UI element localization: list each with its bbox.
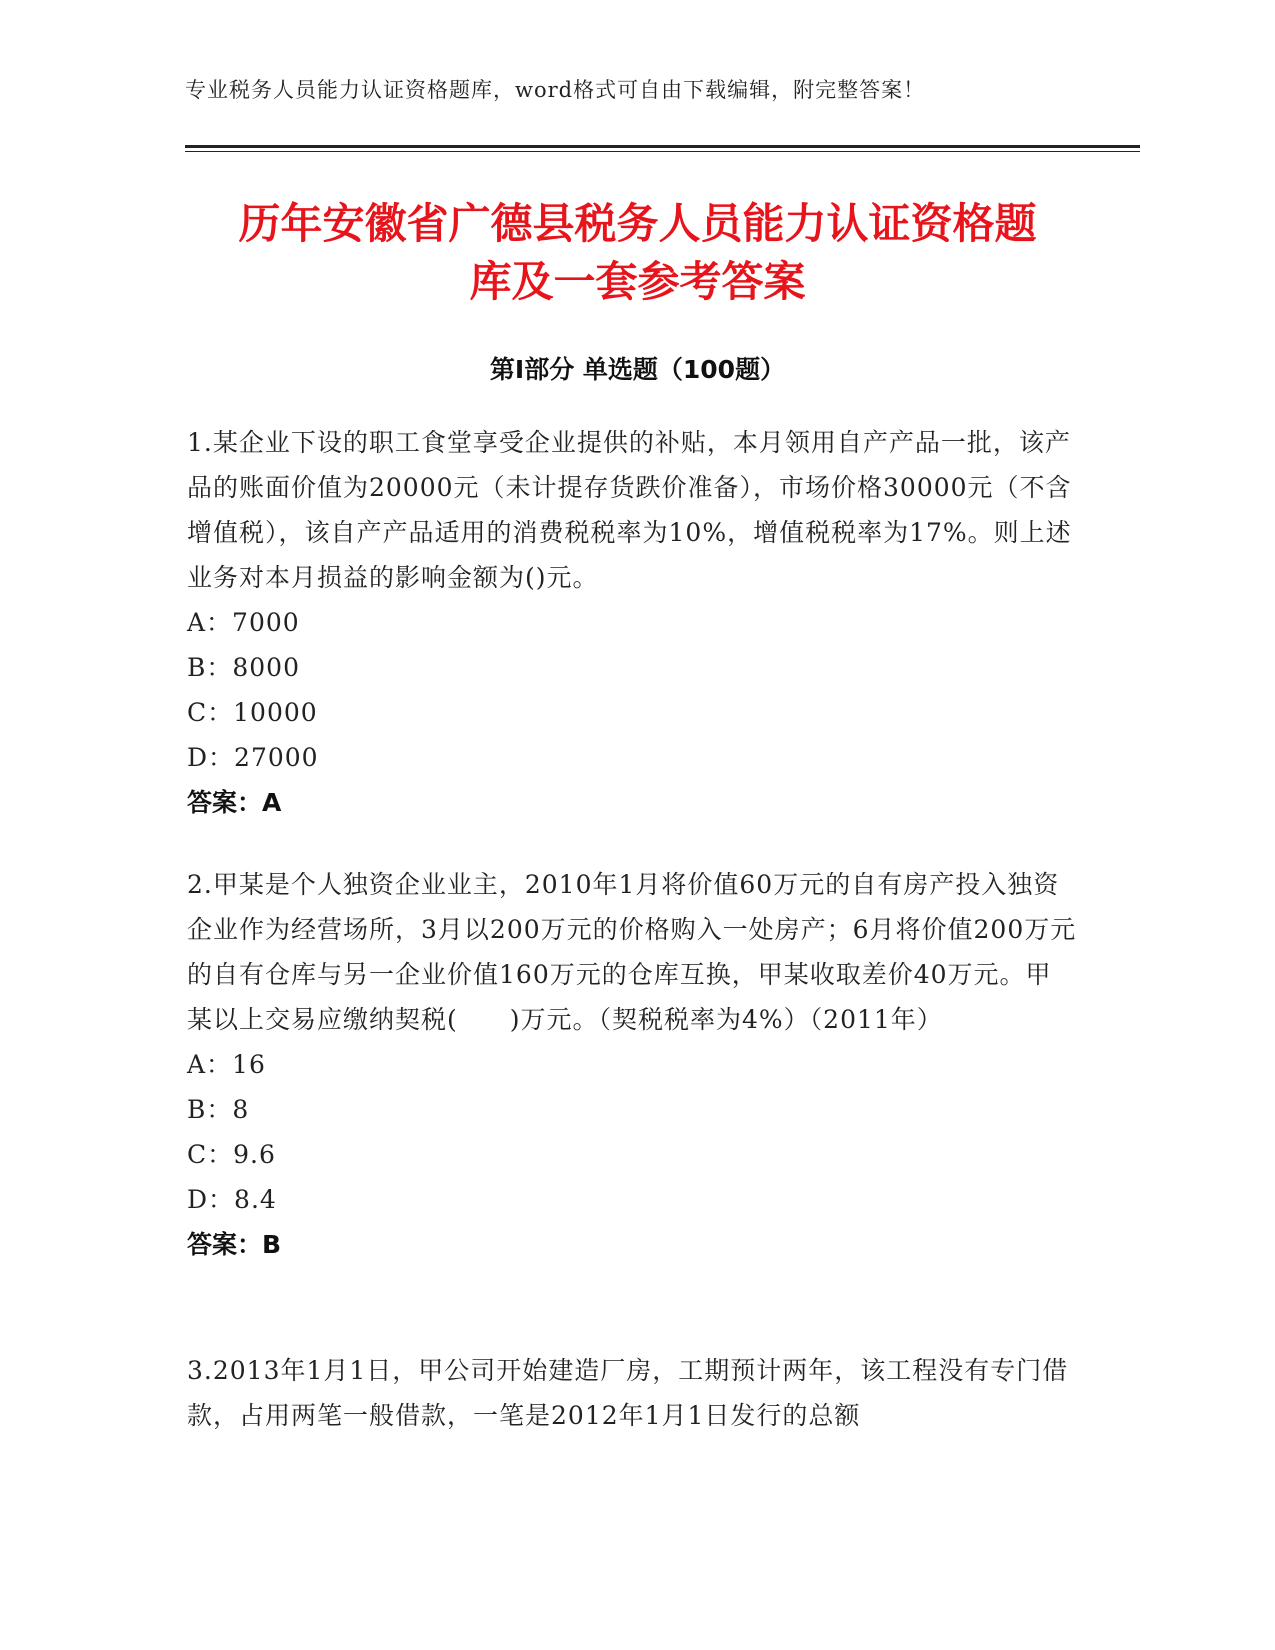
option-c: C：10000: [187, 698, 318, 727]
question-1: [187, 420, 1077, 825]
option-c: C：9.6: [187, 1140, 276, 1169]
option-a: A：16: [187, 1050, 266, 1079]
question-stem: 3.2013年1月1日，甲公司开始建造厂房，工期预计两年，该工程没有专门借款，占用两笔一般借款，一笔是2012年1月1日发行的总额: [187, 1356, 1069, 1430]
question-3: [187, 1348, 1077, 1438]
header-note: 专业税务人员能力认证资格题库，word格式可自由下载编辑，附完整答案！: [185, 78, 926, 102]
header-divider: [185, 145, 1140, 148]
answer: 答案：A: [187, 788, 282, 817]
option-d: D：8.4: [187, 1185, 277, 1214]
option-b: B：8000: [187, 653, 300, 682]
question-2: [187, 862, 1077, 1267]
question-stem: 2.甲某是个人独资企业业主，2010年1月将价值60万元的自有房产投入独资企业作为经营场所，3月以200万元的价格购入一处房产；6月将价值200万元的自有仓库与另一企业价值160万元的仓库互换，甲某收取差价40万元。甲某以上交易应缴纳契税( )万元。（契税税率为4%）（2011年）: [187, 870, 1077, 1034]
document-title: [160, 195, 1115, 311]
title-line-2: 库及一套参考答案: [469, 257, 806, 306]
section-heading: 第I部分 单选题（100题）: [489, 355, 786, 384]
option-d: D：27000: [187, 743, 319, 772]
title-line-1: 历年安徽省广德县税务人员能力认证资格题: [238, 199, 1037, 248]
answer: 答案：B: [187, 1230, 282, 1259]
option-b: B：8: [187, 1095, 250, 1124]
option-a: A：7000: [187, 608, 300, 637]
question-stem: 1.某企业下设的职工食堂享受企业提供的补贴，本月领用自产产品一批，该产品的账面价值为20000元（未计提存货跌价准备），市场价格30000元（不含增值税），该自产产品适用的消费税税率为10%，增值税税率为17%。则上述业务对本月损益的影响金额为()元。: [187, 428, 1072, 592]
header-divider-thin: [185, 151, 1140, 152]
